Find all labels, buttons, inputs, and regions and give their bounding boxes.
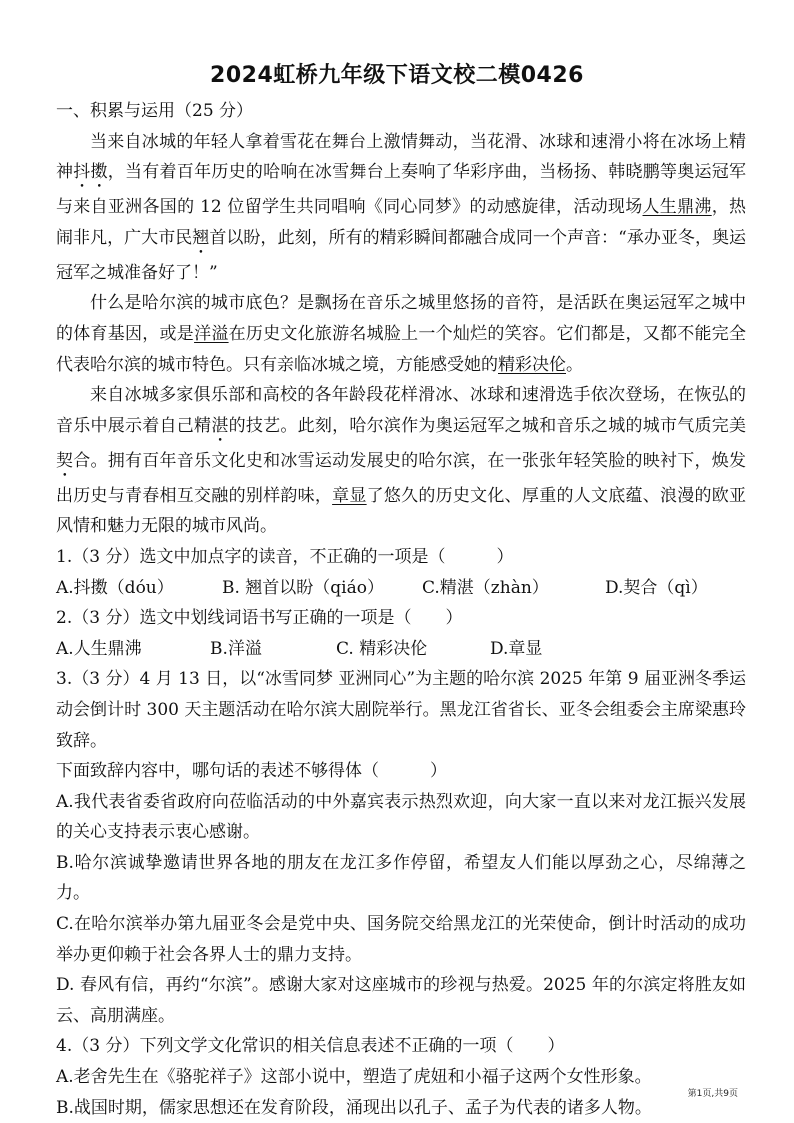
document-body (56, 96, 746, 1123)
q2-option-c: C. 精彩决伦 (336, 638, 428, 659)
question-1-options (56, 573, 746, 604)
question-2-options (56, 634, 746, 665)
question-4-stem: 4.（3 分）下列文学文化常识的相关信息表述不正确的一项（ ） (56, 1036, 565, 1057)
dotted-word: 抖擞 (73, 162, 108, 183)
section-heading: 一、积累与运用（25 分） (56, 101, 254, 121)
q2-option-d: D.章显 (490, 638, 543, 659)
q4-option-b: B.战国时期，儒家思想还在发育阶段，涌现出以孔子、孟子为代表的诸多人物。 (56, 1097, 652, 1118)
q3-option-c: C.在哈尔滨举办第九届亚冬会是党中央、国务院交给黑龙江的光荣使命，倒计时活动的成功举办更仰赖于社会各界人士的鼎力支持。 (56, 914, 746, 965)
underlined-word: 章显 (332, 485, 367, 506)
q4-option-a: A.老舍先生在《骆驼祥子》这部小说中，塑造了虎妞和小福子这两个女性形象。 (56, 1067, 652, 1088)
page-number: 第1页,共9页 (687, 1089, 738, 1099)
question-2-stem: 2.（3 分）选文中划线词语书写正确的一项是（ ） (56, 608, 463, 629)
underlined-word: 精彩决伦 (498, 354, 566, 375)
q1-option-a: A.抖擞（dóu） (56, 577, 174, 598)
underlined-word: 人生鼎沸 (642, 197, 712, 218)
q3-option-b: B.哈尔滨诚挚邀请世界各地的朋友在龙江多作停留，希望友人们能以厚劲之心，尽绵薄之力。 (56, 852, 746, 904)
q2-option-a: A.人生鼎沸 (56, 638, 142, 659)
passage-paragraph-1: 当来自冰城的年轻人拿着雪花在舞台上激情舞动，当花滑、冰球和速滑小将在冰场上精神抖擞，当有着百年历史的哈响在冰雪舞台上奏响了华彩序曲，当杨扬、韩晓鹏等奥运冠军与来自亚洲各国的 12 位留学生共同唱响《同心同梦》的动感旋律，活动现场人生鼎沸，热闹非凡，广大市民翘首以盼，此刻，所有的精彩瞬间都融合成同一个声音：“承办亚冬，奥运冠军之城准备好了！” (56, 131, 747, 283)
q2-option-b: B.洋溢 (210, 638, 262, 659)
question-3-ask: 下面致辞内容中，哪句话的表述不够得体（ ） (56, 761, 447, 782)
dotted-word: 翘 (192, 227, 210, 248)
q1-option-b: B. 翘首以盼（qiáo） (222, 577, 384, 598)
dotted-word: 湛 (211, 415, 229, 436)
q1-option-c: C.精湛（zhàn） (422, 577, 549, 598)
document-title: 2024虹桥九年级下语文校二模0426 (210, 63, 584, 88)
underlined-word: 洋溢 (194, 323, 229, 344)
dotted-word: 契 (56, 450, 74, 471)
passage-paragraph-2: 什么是哈尔滨的城市底色？是飘扬在音乐之城里悠扬的音符，是活跃在奥运冠军之城中的体育基因，或是洋溢在历史文化旅游名城脸上一个灿烂的笑容。它们都是，又都不能完全代表哈尔滨的城市特色。只有亲临冰城之境，方能感受她的精彩决伦。 (56, 293, 747, 375)
passage-paragraph-3: 来自冰城多家俱乐部和高校的各年龄段花样滑冰、冰球和速滑选手依次登场，在恢弘的音乐中展示着自己精湛的技艺。此刻，哈尔滨作为奥运冠军之城和音乐之城的城市气质完美契合。拥有百年音乐文化史和冰雪运动发展史的哈尔滨，在一张张年轻笑脸的映衬下，焕发出历史与青春相互交融的别样韵味，章显了悠久的历史文化、厚重的人文底蕴、浪漫的欧亚风情和魅力无限的城市风尚。 (56, 385, 747, 537)
question-3-stem: 3.（3 分）4 月 13 日，以“冰雪同梦 亚洲同心”为主题的哈尔滨 2025 年第 9 届亚洲冬季运动会倒计时 300 天主题活动在哈尔滨大剧院举行。黑龙江省省长、亚冬会组委会主席梁惠玲致辞。 (56, 669, 746, 751)
q3-option-a: A.我代表省委省政府向莅临活动的中外嘉宾表示热烈欢迎，向大家一直以来对龙江振兴发展的关心支持表示衷心感谢。 (56, 791, 746, 843)
q1-option-d: D.契合（qì） (605, 577, 708, 598)
q3-option-d: D. 春风有信，再约“尔滨”。感谢大家对这座城市的珍视与热爱。2025 年的尔滨定将胜友如云、高朋满座。 (56, 975, 746, 1026)
question-1-stem: 1.（3 分）选文中加点字的读音，不正确的一项是（ ） (56, 546, 514, 567)
